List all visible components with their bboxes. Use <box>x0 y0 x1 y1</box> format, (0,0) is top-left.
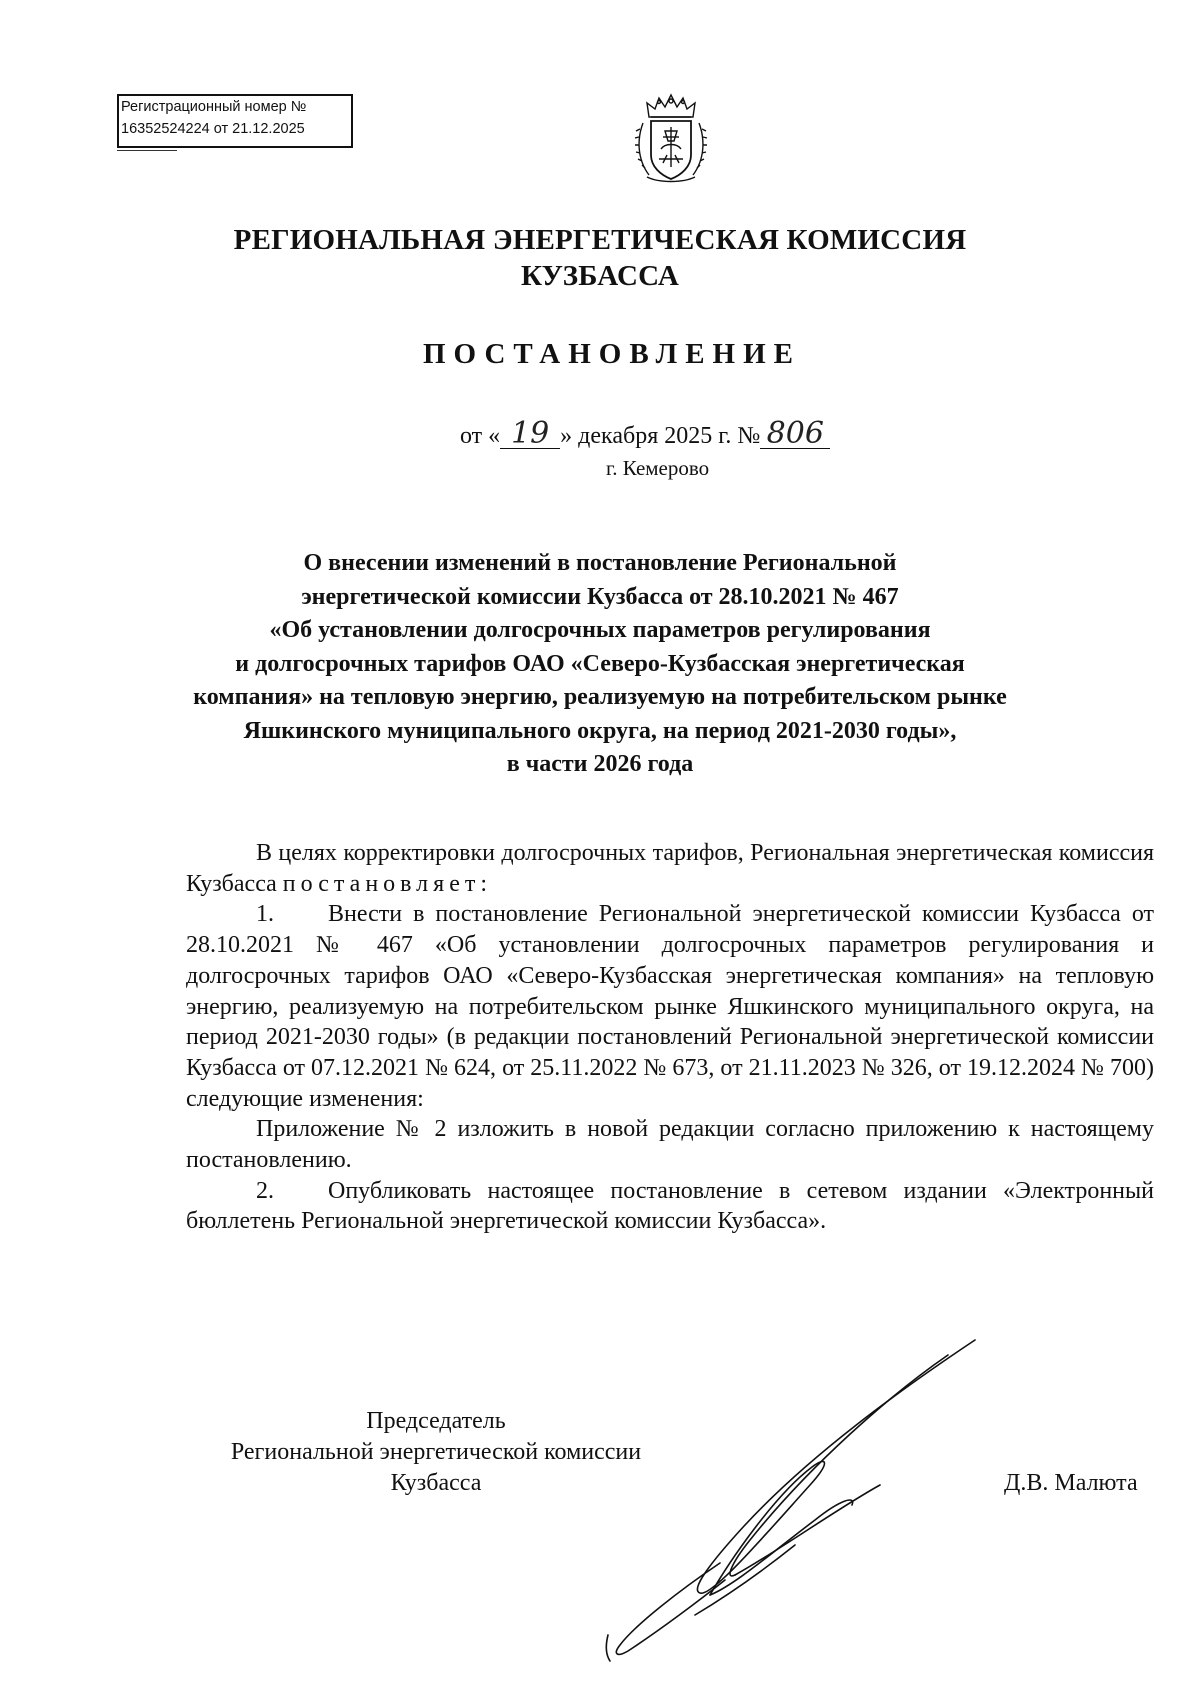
intro-text: В целях корректировки долгосрочных тарифов, Региональная энергетическая комиссия Кузбасса <box>186 840 1154 897</box>
subject-line: О внесении изменений в постановление Региональной <box>303 550 897 576</box>
city-line: г. Кемерово <box>606 456 710 480</box>
item-2-text: Опубликовать настоящее постановление в сетевом издании «Электронный бюллетень Региональной энергетической комиссии Кузбасса». <box>186 1177 1154 1235</box>
subject-line: компания» на тепловую энергию, реализуемую на потребительском рынке <box>193 684 1007 710</box>
registration-stamp <box>117 94 353 148</box>
handwritten-day: 19 <box>500 420 560 449</box>
signatory-title-line-1: Председатель <box>366 1408 506 1434</box>
date-line <box>460 416 830 451</box>
stamp-line-2: 16352524224 от 21.12.2025 <box>121 121 305 137</box>
signatory-name: Д.В. Малюта <box>1004 1470 1138 1496</box>
date-prefix: от « <box>460 423 501 449</box>
item-2-paragraph <box>186 1176 1154 1237</box>
subject-line: и долгосрочных тарифов ОАО «Северо-Кузбасская энергетическая <box>235 650 965 677</box>
subject-line: в части 2026 года <box>506 751 694 777</box>
organization-title-line-2: КУЗБАССА <box>521 260 679 292</box>
item-1-number: 1. <box>256 901 274 928</box>
date-middle: » декабря 2025 г. № <box>560 423 761 449</box>
subject-line: энергетической комиссии Кузбасса от 28.10.2021 № 467 <box>301 583 899 610</box>
item-2-number: 2. <box>256 1177 274 1204</box>
subject-line: Яшкинского муниципального округа, на период 2021-2030 годы», <box>243 717 957 744</box>
organization-title-line-1: РЕГИОНАЛЬНАЯ ЭНЕРГЕТИЧЕСКАЯ КОМИССИЯ <box>233 224 967 256</box>
signatory-title-line-2: Региональной энергетической комиссии <box>230 1439 642 1465</box>
stamp-underline <box>117 150 177 151</box>
intro-paragraph <box>186 838 1154 899</box>
decree-subject <box>0 547 1200 782</box>
signatory-title-line-3: Кузбасса <box>390 1470 482 1496</box>
item-1-text: Внести в постановление Региональной энергетической комиссии Кузбасса от 28.10.2021 № 467 «Об установлении долгосрочных параметров регулирования и долгосрочных тарифов ОАО «Северо-Кузбасская энергетическая компания» на тепловую энергию, реализуемую на потребительском рынке Яшкинского муниципального округа, на период 2021-2030 годы» (в редакции постановлений Региональной энергетической комиссии Кузбасса от 07.12.2021 № 624, от 25.11.2022 № 673, от 21.11.2023 № 326, от 19.12.2024 № 700) следующие изменения: <box>186 901 1154 1112</box>
intro-resolves: постановляет: <box>282 870 493 897</box>
stamp-line-1: Регистрационный номер № <box>121 99 307 115</box>
item-1-paragraph <box>186 899 1154 1114</box>
organization-title <box>0 222 1200 294</box>
handwritten-signature <box>560 1335 990 1665</box>
subject-line: «Об установлении долгосрочных параметров регулирования <box>269 617 931 643</box>
signatory-title <box>186 1406 686 1499</box>
coat-of-arms-icon <box>633 93 709 185</box>
document-type-heading: ПОСТАНОВЛЕНИЕ <box>422 338 801 370</box>
item-1-subparagraph: Приложение № 2 изложить в новой редакции согласно приложению к настоящему постановлению. <box>186 1116 1154 1174</box>
handwritten-decree-number: 806 <box>760 420 830 449</box>
decree-body <box>186 838 1154 1237</box>
